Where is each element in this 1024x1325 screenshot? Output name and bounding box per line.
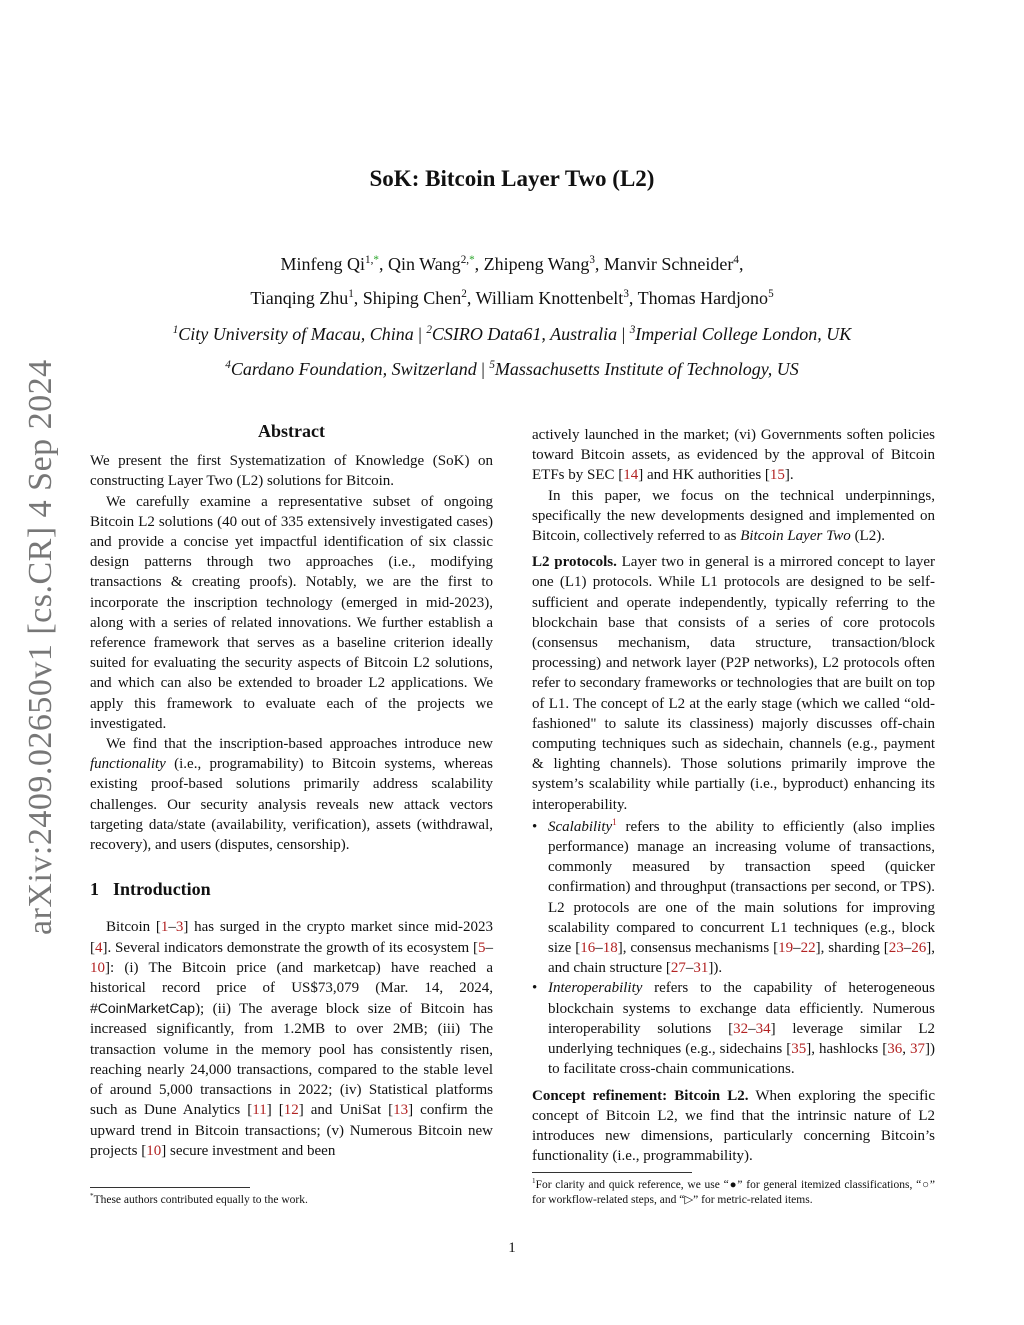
list-item-interoperability: • Interoperability refers to the capability of heterogeneous blockchain systems to exchange data efficiently. Numerous interoperability solutions [32–34] leverage similar L2 underlying techniques (e.g., sidechains [35], hashlocks [36, 37]) to facilitate cross-chain communications. [532, 978, 935, 1079]
author: William Knottenbelt$^3$, [475, 288, 638, 308]
citation-link[interactable]: 15 [769, 467, 785, 484]
citation-link[interactable]: 11 [252, 1102, 267, 1119]
citation-link[interactable]: 35 [791, 1041, 807, 1058]
paragraph-concept-refinement: Concept refinement: Bitcoin L2. When exploring the specific concept of Bitcoin L2, we find that the intrinsic nature of L2 introduces new dimensions, particularly concerning Bitcoin’s functionality (i.e., programmability). [532, 1087, 935, 1165]
paragraph-heading: L2 protocols. [532, 554, 617, 571]
citation-link[interactable]: 32 [733, 1020, 749, 1037]
citation-link[interactable]: 3 [175, 919, 184, 936]
affiliation: $^5$Massachusetts Institute of Technology, US [489, 359, 799, 379]
author-list-line-1 [0, 254, 1024, 275]
arxiv-identifier-stamp: arXiv:2409.02650v1 [cs.CR] 4 Sep 2024 [22, 359, 59, 935]
author: Minfeng $Qi^{1,*}$, [280, 254, 388, 274]
paragraph-heading: Concept refinement: Bitcoin L2. [532, 1087, 749, 1104]
citation-link[interactable]: 16 [580, 940, 596, 957]
footnote-rule [532, 1172, 692, 1173]
citation-link[interactable]: 10 [90, 959, 105, 976]
bullet-list [532, 817, 935, 1080]
citation-link[interactable]: 4 [95, 939, 103, 956]
affiliation-separator: | [481, 359, 485, 379]
author: Thomas Hardjono$^5$ [637, 288, 774, 308]
affiliation-separator: | [621, 324, 626, 344]
affiliations-line-2 [0, 359, 1024, 380]
affiliation: $^4$Cardano Foundation, Switzerland [225, 359, 477, 379]
citation-link[interactable]: 14 [623, 467, 639, 484]
footnote-equal-contribution: *These authors contributed equally to the work. [90, 1192, 308, 1206]
footnote-rule [90, 1187, 250, 1188]
citation-link[interactable]: 26 [911, 940, 927, 957]
author-list-line-2 [0, 288, 1024, 309]
page-number: 1 [508, 1240, 516, 1256]
affiliations-line-1 [0, 324, 1024, 345]
paragraph-scope: In this paper, we focus on the technical underpinnings, specifically the new developments designed and implemented on Bitcoin, collectively referred to as Bitcoin Layer Two (L2). [532, 487, 935, 545]
citation-link[interactable]: 31 [693, 960, 709, 977]
citation-link[interactable]: 19 [778, 940, 794, 957]
citation-link[interactable]: 10 [146, 1142, 162, 1159]
left-column [90, 421, 493, 1161]
citation-link[interactable]: 37 [910, 1041, 925, 1058]
abstract-paragraph-3: We find that the inscription-based approaches introduce new functionality (i.e., programability) to Bitcoin systems, whereas existing proof-based solutions primarily address scalability challenges. Our security analysis reveals new attack vectors targeting data/state (availability, verification), assets (withdrawal, recovery), and users (disputes, censorship). [90, 736, 493, 854]
paragraph-continued: actively launched in the market; (vi) Governments soften policies toward Bitcoin assets, as evidenced by the approval of Bitcoin ETFs by SEC [14] and HK authorities [15]. [532, 427, 935, 484]
citation-link[interactable]: 13 [393, 1102, 409, 1119]
author: Manvir Schneider$^4$, [603, 254, 744, 274]
affiliation: $^2$CSIRO Data61, Australia [426, 324, 618, 344]
citation-link[interactable]: 5 [478, 939, 486, 956]
affiliation: $^3$Imperial College London, UK [629, 324, 852, 344]
author: Tianqing Zhu$^1$, [250, 288, 363, 308]
affiliation: $^1$City University of Macau, China [172, 324, 414, 344]
citation-link[interactable]: 18 [602, 940, 618, 957]
citation-link[interactable]: 1 [160, 919, 169, 936]
citation-link[interactable]: 12 [283, 1102, 299, 1119]
citation-link[interactable]: 36 [887, 1041, 903, 1058]
citation-link[interactable]: 34 [755, 1020, 771, 1037]
right-column [532, 425, 935, 1166]
paragraph-l2-protocols: L2 protocols. Layer two in general is a mirrored concept to layer one (L1) protocols. While L1 protocols are designed to be self-sufficient and operate independently, typically referring to the blockchain base that consists of a series of core protocols (consensus mechanism, data structure, transaction/block processing) and network layer (P2P networks), L2 protocols often refer to secondary frameworks or technologies that are built on top of L1. The concept of L2 at the early stage (which we called “old-fashioned" to salute its classiness) majorly discusses off-chain computing techniques such as sidechain, channels (e.g., payment & lighting channels). Those solutions primarily improve the system’s scalability while partially (i.e., byproduct) enhancing its interoperability. [532, 554, 935, 813]
author: Qin Wang$^{2,*}$, [387, 254, 484, 274]
abstract-paragraph-2: We carefully examine a representative subset of ongoing Bitcoin L2 solutions (40 out of 335 extensively investigated cases) and provide a concise yet impactful identification of six classic design patterns through two approaches (i.e., modifying transactions & creating proofs). Notably, we are the first to incorporate the inscription technology (emerged in mid-2023), along with a series of related innovations. We further establish a reference framework that serves as a baseline criterion ideally suited for evaluating the security aspects of Bitcoin L2 solutions, and which can also be extended to broader L2 applications. We apply this framework to evaluate each of the projects we investigated. [90, 493, 493, 732]
equal-contribution-mark: * [373, 254, 379, 266]
footnote-link[interactable]: 1 [612, 817, 617, 828]
introduction-paragraph: Bitcoin [1–3] has surged in the crypto market since mid-2023 [4]. Several indicators demonstrate the growth of its ecosystem [5–10]: (i) The Bitcoin price (and marketcap) have reached a historical record price of US$73,079 (Mar. 14, 2024, #CoinMarketCap); (ii) The average block size of Bitcoin has increased significantly, from 1.2MB to over 2MB; (iii) The transaction volume in the memory pool has consistently risen, reaching nearly 24,000 transactions, compared to the stable level of around 5,000 transactions in 2022; (iv) Statistical platforms such as Dune Analytics [11] [12] and UniSat [13] confirm the upward trend in Bitcoin transactions; (v) Numerous Bitcoin new projects [10] secure investment and been [90, 919, 493, 1159]
author: Shiping Chen$^2$, [362, 288, 476, 308]
citation-link[interactable]: 27 [670, 960, 686, 977]
equal-contribution-mark: * [469, 254, 475, 266]
section-heading-introduction: 1 Introduction [90, 879, 211, 900]
author: Zhipeng Wang$^3$, [483, 254, 604, 274]
list-item-scalability: • Scalability$^1$ refers to the ability to efficiently (also implies performance) manage an increasing volume of transactions, commonly measured by transaction speed (quicker confirmation) and throughput (transactions per second, or TPS). L2 protocols are one of the main solutions for improving scalability compared to concurrent L1 techniques (e.g., block size [16–18], consensus mechanisms [19–22], sharding [23–26], and chain structure [27–31]). [532, 817, 935, 979]
footnote-symbols: $^1$For clarity and quick reference, we use “●” for general itemized classifications, “○” for workflow-related steps, and “▷” for metric-related items. [532, 1177, 935, 1206]
coinmarketcap-tag: #CoinMarketCap [90, 1000, 196, 1017]
paper-title: SoK: Bitcoin Layer Two (L2) [369, 166, 655, 191]
abstract-paragraph-1: We present the first Systematization of Knowledge (SoK) on constructing Layer Two (L2) solutions for Bitcoin. [90, 453, 493, 490]
affiliation-separator: | [418, 324, 422, 344]
citation-link[interactable]: 23 [888, 940, 904, 957]
abstract-heading: Abstract [258, 421, 325, 441]
citation-link[interactable]: 22 [800, 940, 816, 957]
